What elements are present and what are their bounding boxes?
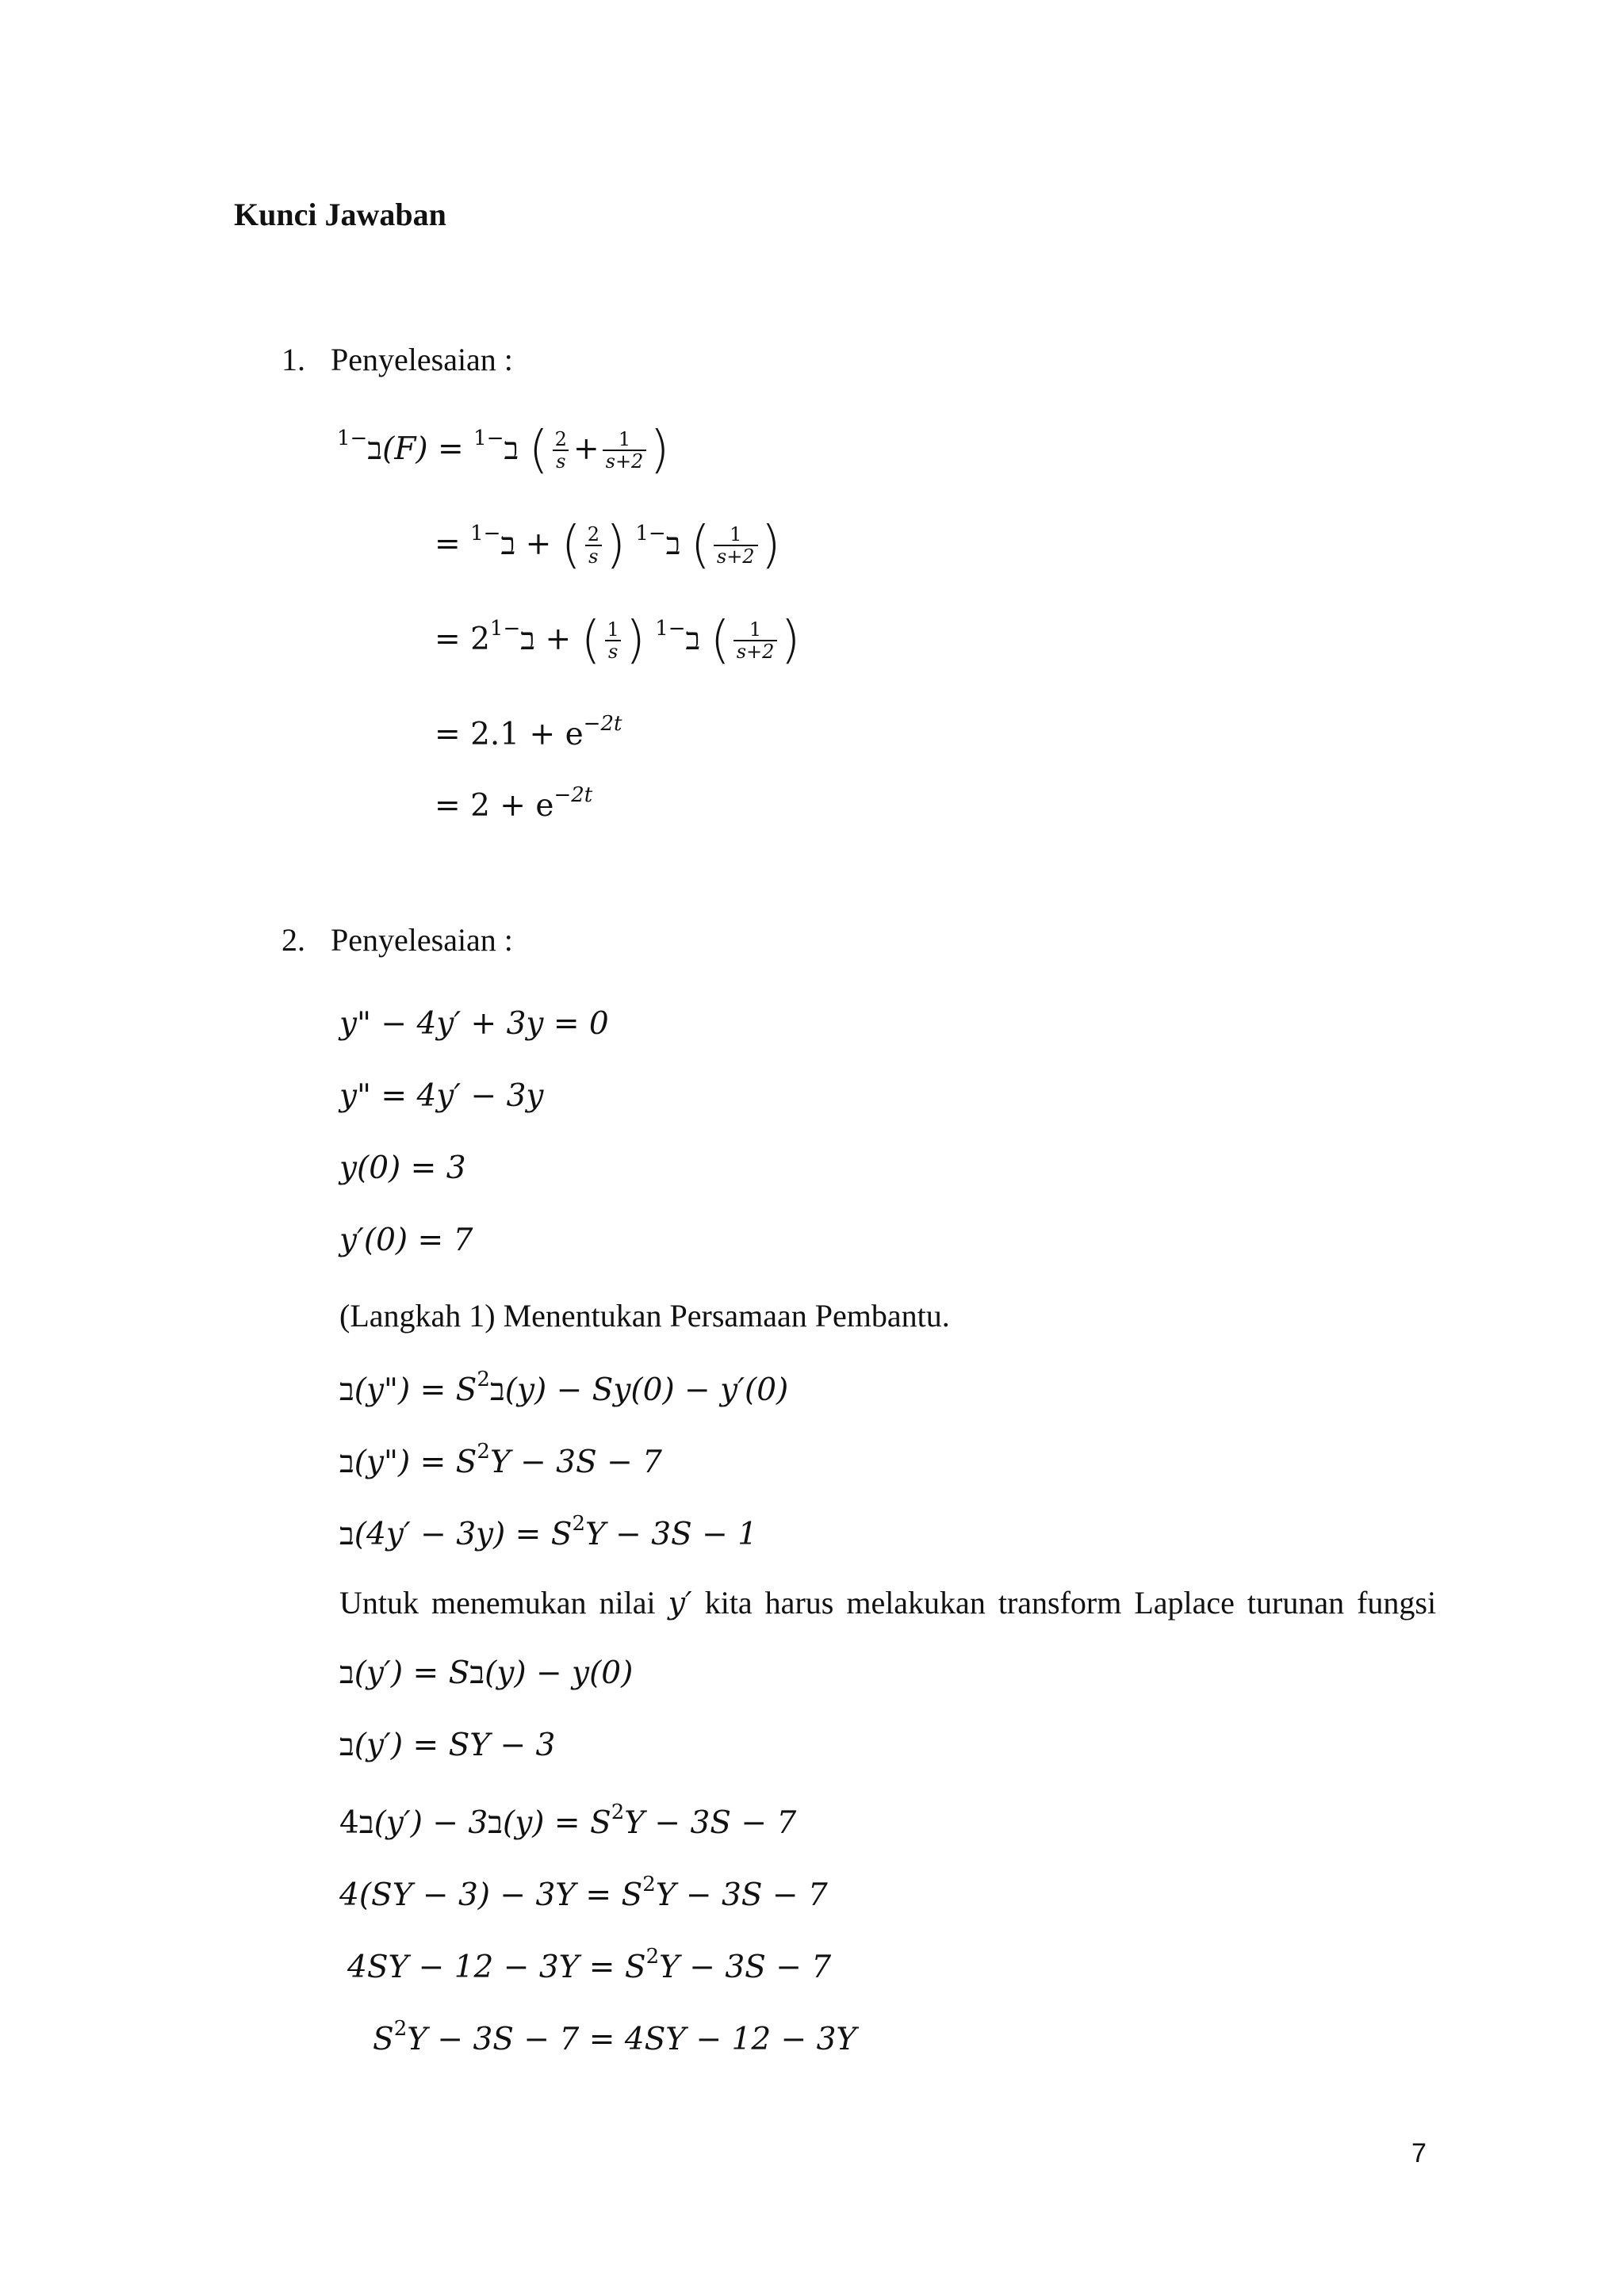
superscript: 2 bbox=[477, 1440, 490, 1464]
math-text: S bbox=[373, 2022, 394, 2057]
q2-eq-2: y" = 4y′ − 3y bbox=[339, 1078, 544, 1114]
q1-line-3 bbox=[435, 611, 801, 671]
math-text: Y − 3S − 7 = 4SY − 12 − 3Y bbox=[407, 2022, 857, 2057]
math-text: (y) = S bbox=[503, 1805, 611, 1841]
question-1-header bbox=[282, 341, 513, 378]
math-text: (y′) = S bbox=[354, 1655, 470, 1691]
q2-eq-5 bbox=[339, 1369, 788, 1406]
q2-eq-12 bbox=[347, 1946, 831, 1983]
fraction bbox=[733, 619, 778, 664]
superscript: −1 bbox=[337, 427, 368, 450]
q1-line-1 bbox=[337, 421, 670, 480]
fraction bbox=[584, 524, 603, 568]
math-text: 4SY − 12 − 3Y = S bbox=[347, 1950, 646, 1985]
q2-eq-4: y′(0) = 7 bbox=[339, 1223, 473, 1258]
laplace-symbol: ב bbox=[469, 1655, 485, 1691]
numerator: 1 bbox=[730, 523, 742, 546]
paren: ( bbox=[605, 516, 626, 576]
numerator: 1 bbox=[618, 428, 631, 451]
laplace-symbol: ב bbox=[665, 526, 681, 562]
laplace-symbol: ב bbox=[339, 1445, 354, 1480]
step-1-text: (Langkah 1) Menentukan Persamaan Pembantu. bbox=[339, 1298, 950, 1334]
superscript: −2t bbox=[583, 712, 622, 736]
math-text: (y′) = SY − 3 bbox=[354, 1728, 556, 1763]
laplace-symbol: ב bbox=[339, 1372, 354, 1408]
math-text: y′ bbox=[668, 1586, 692, 1621]
fraction bbox=[603, 429, 647, 473]
paren: ) bbox=[561, 516, 581, 576]
paren: ( bbox=[625, 611, 645, 671]
laplace-symbol: ב bbox=[367, 431, 383, 467]
heading: Kunci Jawaban bbox=[234, 197, 446, 232]
math-text: = bbox=[438, 431, 464, 467]
superscript: 2 bbox=[645, 1945, 660, 1969]
denominator: s bbox=[553, 450, 569, 473]
question-label: Penyelesaian : bbox=[331, 342, 513, 377]
paren: ) bbox=[580, 611, 601, 671]
math-text: + bbox=[525, 526, 552, 562]
question-label: Penyelesaian : bbox=[331, 922, 513, 958]
superscript: 2 bbox=[611, 1800, 625, 1824]
math-text: 2 bbox=[470, 622, 490, 657]
q2-eq-11 bbox=[339, 1874, 828, 1911]
fraction bbox=[552, 429, 570, 473]
math-text: (y) − y(0) bbox=[485, 1655, 634, 1691]
paren: ( bbox=[690, 516, 710, 576]
laplace-symbol: ב bbox=[488, 1805, 504, 1841]
denominator: s+2 bbox=[714, 545, 758, 568]
superscript: 2 bbox=[572, 1512, 585, 1536]
superscript: −1 bbox=[473, 427, 504, 450]
laplace-symbol: ב bbox=[339, 1517, 354, 1552]
paren: ) bbox=[649, 421, 670, 480]
numerator: 1 bbox=[749, 618, 762, 641]
math-text: (y) − Sy(0) − y′(0) bbox=[504, 1372, 789, 1408]
superscript: −1 bbox=[655, 617, 686, 641]
q1-line-4 bbox=[435, 714, 622, 750]
superscript: −1 bbox=[470, 522, 501, 545]
superscript: −1 bbox=[489, 617, 521, 641]
math-text: (y′) − 3 bbox=[373, 1805, 488, 1841]
superscript: 2 bbox=[642, 1873, 656, 1896]
math-text: = bbox=[435, 526, 461, 562]
q2-eq-10 bbox=[339, 1802, 796, 1839]
question-2-header bbox=[282, 921, 513, 959]
q1-line-2 bbox=[435, 516, 781, 576]
fraction bbox=[604, 619, 622, 664]
q1-line-5 bbox=[435, 783, 593, 824]
explanation-text bbox=[339, 1584, 1436, 1621]
laplace-symbol: ב bbox=[520, 622, 536, 657]
paren: ( bbox=[710, 611, 730, 671]
question-number: 2. bbox=[282, 922, 305, 958]
q2-eq-7 bbox=[339, 1513, 757, 1550]
numerator: 1 bbox=[607, 618, 619, 641]
math-text: Y − 3S − 1 bbox=[585, 1517, 758, 1552]
superscript: −2t bbox=[553, 783, 593, 807]
superscript: −1 bbox=[635, 522, 666, 545]
superscript: 2 bbox=[393, 2017, 408, 2041]
math-text: + bbox=[573, 431, 599, 467]
laplace-symbol: ב bbox=[500, 526, 516, 562]
numerator: 2 bbox=[587, 523, 599, 546]
laplace-symbol: ב bbox=[339, 1655, 354, 1691]
math-text: = bbox=[435, 622, 461, 657]
math-text: Y − 3S − 7 bbox=[624, 1805, 797, 1841]
denominator: s bbox=[585, 545, 601, 568]
q2-eq-6 bbox=[339, 1441, 662, 1478]
laplace-symbol: ב bbox=[489, 1372, 505, 1408]
paren: ) bbox=[780, 611, 801, 671]
laplace-symbol: ב bbox=[358, 1805, 374, 1841]
denominator: s bbox=[605, 640, 621, 664]
numerator: 2 bbox=[554, 428, 567, 451]
q2-eq-1: y" − 4y′ + 3y = 0 bbox=[339, 1006, 609, 1042]
math-text: Y − 3S − 7 bbox=[659, 1950, 832, 1985]
math-text: (F) bbox=[382, 431, 428, 467]
q2-eq-8 bbox=[339, 1655, 634, 1691]
math-text: (y") = S bbox=[354, 1372, 477, 1408]
math-text: = 2 + e bbox=[435, 788, 554, 824]
denominator: s+2 bbox=[733, 640, 778, 664]
math-text: Y − 3S − 7 bbox=[489, 1445, 662, 1480]
paren: ( bbox=[528, 421, 549, 480]
math-text: 4(SY − 3) − 3Y = S bbox=[339, 1877, 643, 1913]
math-text: (y") = S bbox=[354, 1445, 477, 1480]
math-text: 4 bbox=[339, 1805, 359, 1841]
math-text: (4y′ − 3y) = S bbox=[354, 1517, 573, 1552]
q2-eq-3: y(0) = 3 bbox=[339, 1150, 466, 1186]
laplace-symbol: ב bbox=[339, 1728, 354, 1763]
q2-eq-9 bbox=[339, 1730, 555, 1761]
math-text: Y − 3S − 7 bbox=[655, 1877, 828, 1913]
paren: ) bbox=[760, 516, 781, 576]
q2-eq-13 bbox=[373, 2019, 856, 2055]
superscript: 2 bbox=[477, 1368, 490, 1391]
prose-text: Untuk menemukan nilai bbox=[339, 1585, 668, 1621]
math-text: + bbox=[545, 622, 572, 657]
laplace-symbol: ב bbox=[685, 622, 701, 657]
page-number: 7 bbox=[1411, 2138, 1427, 2168]
math-text: = 2.1 + e bbox=[435, 717, 584, 752]
fraction bbox=[714, 524, 758, 568]
denominator: s+2 bbox=[603, 450, 647, 473]
question-number: 1. bbox=[282, 342, 305, 377]
prose-text: kita harus melakukan transform Laplace turunan fungsi bbox=[691, 1585, 1437, 1621]
laplace-symbol: ב bbox=[504, 431, 519, 467]
